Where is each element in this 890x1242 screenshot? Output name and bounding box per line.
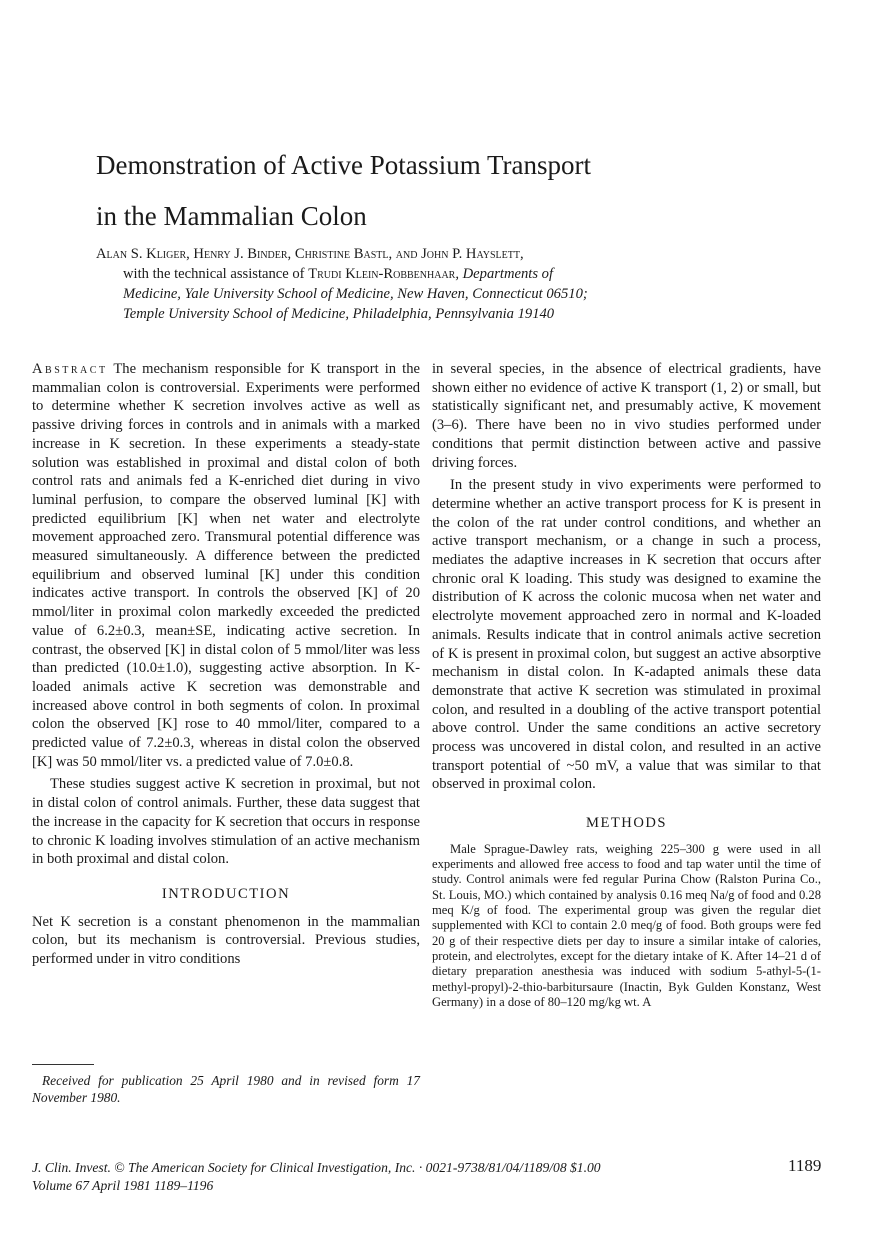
affiliation-line-4: Temple University School of Medicine, Philadelphia, Pennsylvania 19140 bbox=[123, 306, 555, 322]
journal-footer bbox=[32, 1159, 792, 1195]
paper-title bbox=[96, 140, 816, 242]
author-list: Alan S. Kliger, Henry J. Binder, Christine Bastl, and John P. Hayslett, bbox=[96, 246, 524, 262]
title-line-1: Demonstration of Active Potassium Transport bbox=[96, 150, 591, 180]
affiliation-line-2 bbox=[96, 264, 796, 284]
page-number: 1189 bbox=[788, 1156, 822, 1175]
technical-assistant-name: Trudi Klein-Robbenhaar bbox=[308, 266, 456, 282]
methods-heading: METHODS bbox=[585, 815, 668, 832]
abstract-paragraph-2: These studies suggest active K secretion in proximal, but not in distal colon of control animals. Further, these data suggest that the increase in the capacity for K secretion that occurs in response to chronic K loading involves stimulation of an active mechanism in both proximal and distal colon. bbox=[32, 776, 420, 868]
journal-citation: J. Clin. Invest. © The American Society for Clinical Investigation, Inc. · 0021-9738/81/04/1189/08 $1.00 bbox=[32, 1160, 601, 1175]
author-block bbox=[96, 244, 796, 324]
title-line-2: in the Mammalian Colon bbox=[96, 201, 367, 231]
affiliation-department: , Departments of bbox=[455, 266, 554, 282]
introduction-paragraph-2: In the present study in vivo experiments were performed to determine whether an active transport process for K is present in the colon of the rat under control conditions, and whether an active transport mechanism, or a change in such a process, mediates the adaptive increases in K secretion that occurs after chronic oral K loading. This study was designed to examine the distribution of K across the colonic mucosa when net water and electrolyte movement approached zero in normal and K-loaded animals. Results indicate that in control animals active secretion of K is present in proximal colon, but suggest an active absorptive mechanism in distal colon. In K-adapted animals these data demonstrate that active K secretion was stimulated in proximal colon, and resulted in a doubling of the active transport potential above control. Under the same conditions an active secretory process was uncovered in distal colon, and resulted in an active transport potential of ~50 mV, a value that was similar to that observed in proximal colon. bbox=[432, 477, 821, 793]
introduction-paragraph-1-end: in several species, in the absence of electrical gradients, have shown either no evidence of active K transport (1, 2) or small, but statistically significant net, and presumably active, K movement (3–6). There have been no in vivo studies performed under conditions that permit distinction between active and passive driving forces. bbox=[432, 361, 821, 471]
introduction-heading: INTRODUCTION bbox=[161, 885, 291, 902]
received-note: Received for publication 25 April 1980 and in revised form 17 November 1980. bbox=[32, 1073, 420, 1105]
right-column bbox=[432, 360, 821, 1010]
abstract-paragraph-1 bbox=[32, 360, 420, 771]
abstract-label: Abstract bbox=[32, 361, 108, 377]
affiliation-line-3: Medicine, Yale University School of Medicine, New Haven, Connecticut 06510; bbox=[123, 286, 588, 302]
footnote-rule bbox=[32, 1064, 94, 1065]
journal-volume: Volume 67 April 1981 1189–1196 bbox=[32, 1178, 214, 1193]
left-column bbox=[32, 360, 420, 969]
methods-paragraph-1: Male Sprague-Dawley rats, weighing 225–300 g were used in all experiments and allowed free access to food and tap water until the time of study. Control animals were fed regular Purina Chow (Ralston Purina Co., St. Louis, MO.) which contained by analysis 0.16 meq Na/g of food and 0.28 meq K/g of food. The experimental group was given the regular diet supplemented with KCl to contain 2.0 meq/g of food. Both groups were fed 20 g of their respective diets per day to insure a similar intake of calories, protein, and electrolytes, except for the dietary intake of K. After 14–21 d of dietary preparation anesthesia was induced with sodium 5-athyl-5-(1-methyl-propyl)-2-thio-barbitursaure (Inactin, Byk Gulden Konstanz, West Germany) in a dose of 80–120 mg/kg wt. A bbox=[432, 841, 821, 1009]
technical-assistance-prefix: with the technical assistance of bbox=[123, 266, 309, 282]
abstract-text-1: The mechanism responsible for K transport in the mammalian colon is controversial. Experiments were performed to determine whether K secretion involves active as well as passive driving forces in controls and in animals with a marked increase in K secretion. In these experiments a steady-state solution was established in proximal and distal colon of both control rats and animals fed a K-enriched diet during in vivo luminal perfusion, to compare the observed luminal [K] with predicted equilibrium [K] when net water and electrolyte movement approached zero. Transmural potential difference was measured simultaneously. A difference between the predicted equilibrium and observed luminal [K] under this condition indicates active transport. In controls the observed [K] of 20 mmol/liter in proximal colon markedly exceeded the predicted value of 6.2±0.3, mean±SE, indicating active secretion. In contrast, the observed [K] in distal colon of 5 mmol/liter was less than predicted (10.0±1.0), suggesting active absorption. In K-loaded animals active K secretion was demonstrable and increased above control in both segments of colon. In proximal colon the observed [K] rose to 40 mmol/liter, compared to a predicted value of 7.2±0.3, whereas in distal colon the observed [K] was 50 mmol/liter vs. a predicted value of 7.0±0.8. bbox=[32, 361, 420, 770]
introduction-paragraph-1-start: Net K secretion is a constant phenomenon in the mammalian colon, but its mechanism is controversial. Previous studies, performed under in vitro conditions bbox=[32, 913, 420, 968]
